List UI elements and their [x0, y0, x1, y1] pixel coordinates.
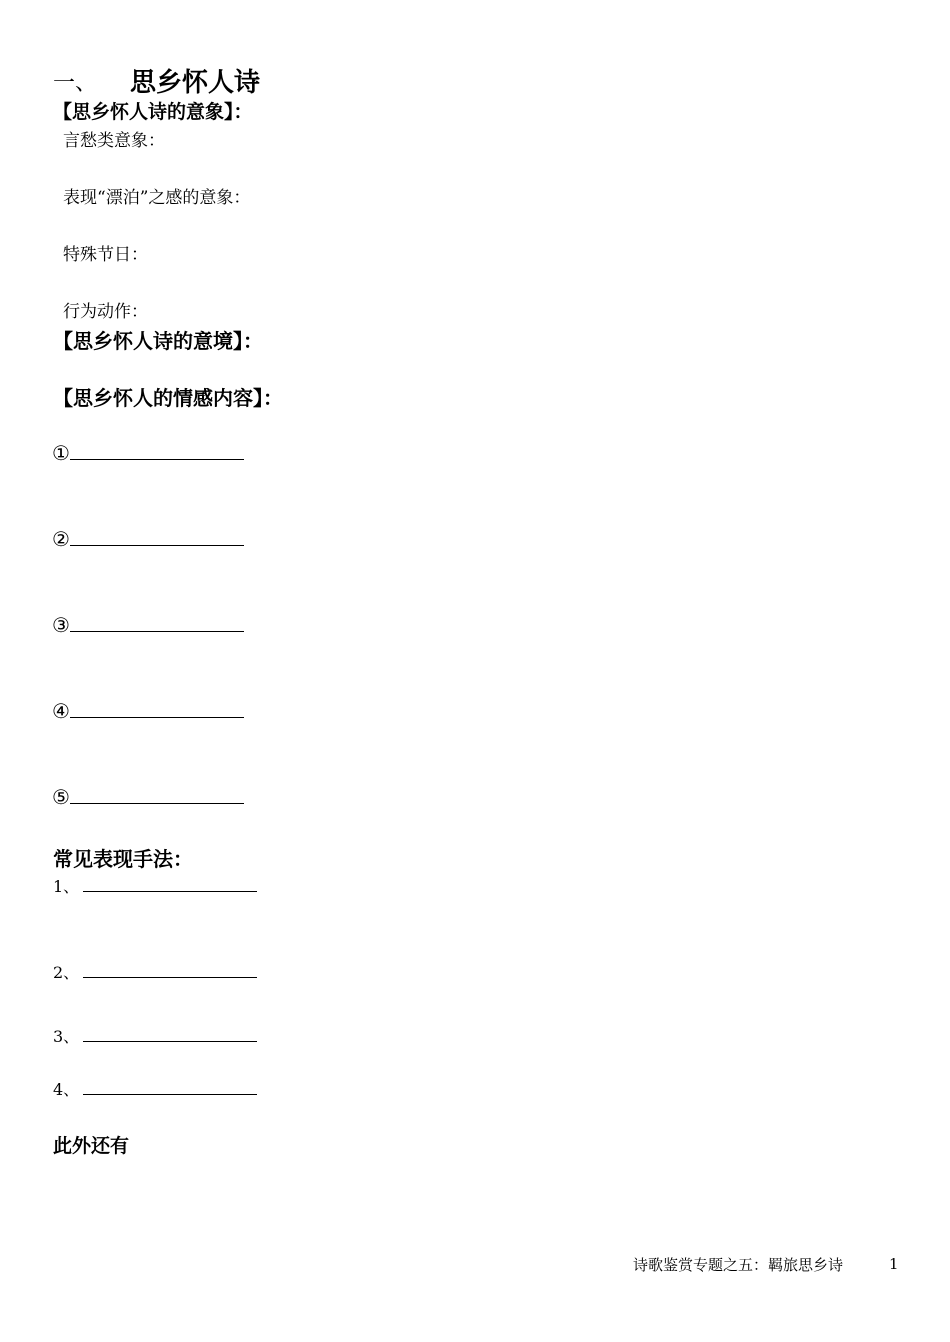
- imagery-item-sorrow: 言愁类意象：: [63, 131, 165, 151]
- answer-blank[interactable]: [83, 976, 257, 978]
- imagery-label: 【思乡怀人诗的意象】：: [53, 101, 253, 123]
- emotion-marker: ③: [52, 613, 70, 637]
- extra-label: 此外还有: [53, 1135, 130, 1157]
- technique-marker: 3、: [53, 1027, 80, 1046]
- emotion-marker: ②: [52, 527, 70, 551]
- technique-item-1: [53, 874, 257, 897]
- technique-item-4: [53, 1077, 257, 1100]
- technique-item-2: [53, 960, 257, 983]
- emotion-item-3: [52, 613, 244, 637]
- imagery-item-action: 行为动作：: [63, 302, 148, 322]
- emotion-item-2: [52, 527, 244, 551]
- imagery-item-festival: 特殊节日：: [63, 245, 148, 265]
- answer-blank[interactable]: [70, 544, 244, 546]
- answer-blank[interactable]: [70, 716, 244, 718]
- emotion-item-5: [52, 785, 244, 809]
- section-title: 思乡怀人诗: [130, 68, 261, 98]
- technique-marker: 4、: [53, 1080, 80, 1099]
- emotion-item-1: [52, 441, 244, 465]
- mood-label: 【思乡怀人诗的意境】：: [53, 329, 263, 353]
- answer-blank[interactable]: [70, 458, 244, 460]
- page-number: 1: [889, 1255, 899, 1273]
- footer-title: 诗歌鉴赏专题之五：羁旅思乡诗: [633, 1256, 844, 1274]
- answer-blank[interactable]: [83, 1093, 257, 1095]
- answer-blank[interactable]: [70, 802, 244, 804]
- imagery-item-drifting: 表现“漂泊”之感的意象：: [63, 188, 251, 208]
- section-number: 一、: [53, 71, 98, 96]
- technique-marker: 1、: [53, 877, 80, 896]
- emotion-item-4: [52, 699, 244, 723]
- technique-marker: 2、: [53, 963, 80, 982]
- answer-blank[interactable]: [83, 1040, 257, 1042]
- answer-blank[interactable]: [70, 630, 244, 632]
- emotion-label: 【思乡怀人的情感内容】：: [53, 386, 283, 410]
- emotion-marker: ⑤: [52, 785, 70, 809]
- emotion-marker: ①: [52, 441, 70, 465]
- answer-blank[interactable]: [83, 890, 257, 892]
- technique-item-3: [53, 1024, 257, 1047]
- techniques-label: 常见表现手法：: [53, 847, 193, 871]
- emotion-marker: ④: [52, 699, 70, 723]
